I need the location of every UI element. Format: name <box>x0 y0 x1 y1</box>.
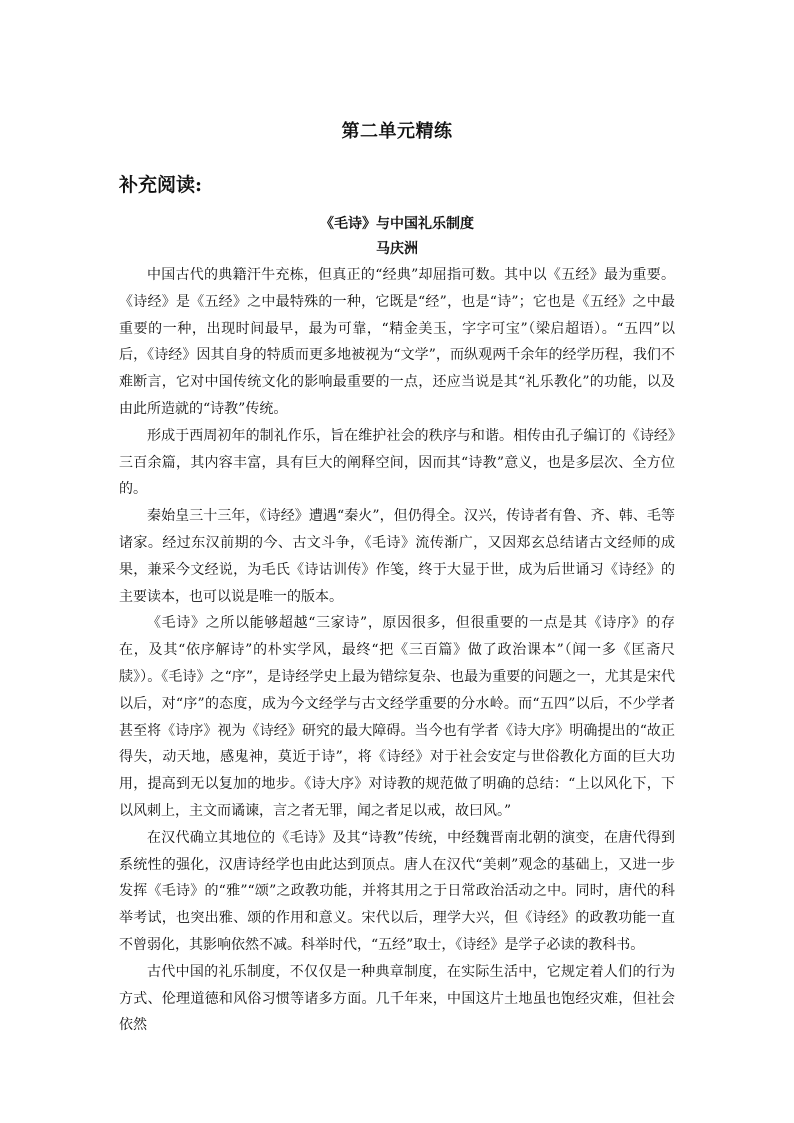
page-title: 第二单元精练 <box>341 121 453 142</box>
section-heading: 补充阅读: <box>119 174 203 196</box>
paragraph: 古代中国的礼乐制度，不仅仅是一种典章制度，在实际生活中，它规定着人们的行为方式、伦理道德和风俗习惯等诸多方面。几千年来，中国这片土地虽也饱经灾难，但社会依然 <box>119 963 675 1034</box>
article-title: 《毛诗》与中国礼乐制度 <box>320 216 474 232</box>
paragraph: 中国古代的典籍汗牛充栋，但真正的“经典”却屈指可数。其中以《五经》最为重要。《诗经》是《五经》之中最特殊的一种，它既是“经”，也是“诗”；它也是《五经》之中最重要的一种，出现时间最早，最为可靠，“精金美玉，字字可宝”（梁启超语）。“五四”以后，《诗经》因其自身的特质而更多地被视为“文学”，而纵观两千余年的经学历程，我们不难断言，它对中国传统文化的影响最重要的一点，还应当说是其“礼乐教化”的功能，以及由此所造就的“诗教”传统。 <box>119 267 675 417</box>
article-author: 马庆洲 <box>376 241 418 257</box>
paragraph: 在汉代确立其地位的《毛诗》及其“诗教”传统，中经魏晋南北朝的演变，在唐代得到系统性的强化，汉唐诗经学也由此达到顶点。唐人在汉代“美刺”观念的基础上，又进一步发挥《毛诗》的“雅”“颂”之政教功能，并将其用之于日常政治活动之中。同时，唐代的科举考试，也突出雅、颂的作用和意义。宋代以后，理学大兴，但《诗经》的政教功能一直不曾弱化，其影响依然不减。科举时代，“五经”取士，《诗经》是学子必读的教科书。 <box>119 829 675 953</box>
paragraph: 秦始皇三十三年，《诗经》遭遇“秦火”，但仍得全。汉兴，传诗者有鲁、齐、韩、毛等诸家。经过东汉前期的今、古文斗争，《毛诗》流传渐广，又因郑玄总结诸古文经师的成果，兼采今文经说，为毛氏《诗诂训传》作笺，终于大显于世，成为后世诵习《诗经》的主要读本，也可以说是唯一的版本。 <box>119 508 675 605</box>
paragraph: 形成于西周初年的制礼作乐，旨在维护社会的秩序与和谐。相传由孔子编订的《诗经》三百余篇，其内容丰富，具有巨大的阐释空间，因而其“诗教”意义，也是多层次、全方位的。 <box>119 427 675 498</box>
paragraph: 《毛诗》之所以能够超越“三家诗”，原因很多，但很重要的一点是其《诗序》的存在，及其“依序解诗”的朴实学风，最终“把《三百篇》做了政治课本”（闻一多《匡斋尺牍》）。《毛诗》之“序”，是诗经学史上最为错综复杂、也最为重要的问题之一，尤其是宋代以后，对“序”的态度，成为今文经学与古文经学重要的分水岭。而“五四”以后，不少学者甚至将《诗序》视为《诗经》研究的最大障碍。当今也有学者《诗大序》明确提出的“故正得失，动天地，感鬼神，莫近于诗”，将《诗经》对于社会安定与世俗教化方面的巨大功用，提高到无以复加的地步。《诗大序》对诗教的规范做了明确的总结：“上以风化下，下以风刺上，主文而谲谏，言之者无罪，闻之者足以戒，故曰风。” <box>119 615 675 819</box>
article-body <box>119 262 675 1039</box>
